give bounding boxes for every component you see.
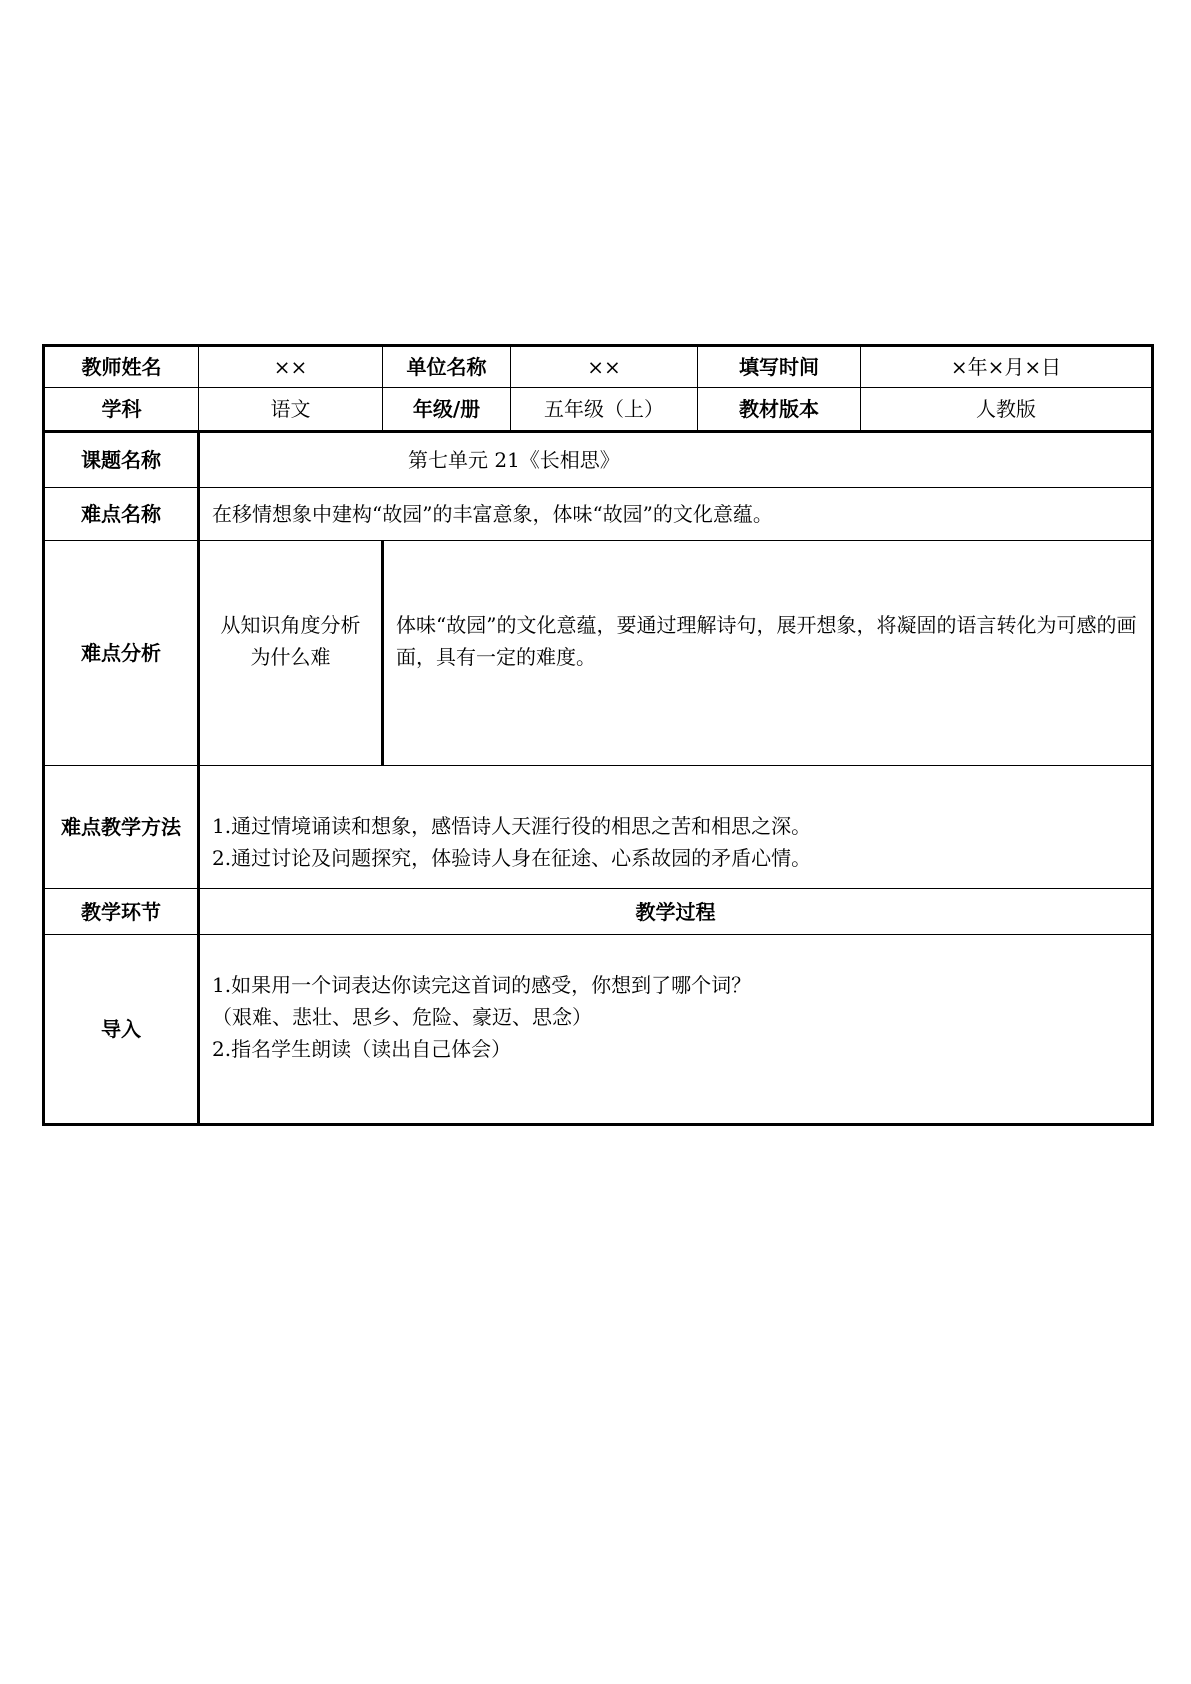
method-label: 难点教学方法	[44, 766, 199, 889]
edition-label: 教材版本	[698, 388, 861, 432]
method-text	[199, 766, 1153, 889]
info-table	[42, 344, 1154, 1126]
row-difficulty	[44, 488, 1153, 541]
intro-line-3: 2.指名学生朗读（读出自己体会）	[212, 1037, 512, 1061]
row-subject	[44, 388, 1153, 432]
intro-line-1: 1.如果用一个词表达你读完这首词的感受，你想到了哪个词？	[212, 973, 752, 997]
edition-value: 人教版	[861, 388, 1153, 432]
intro-line-2: （艰难、悲壮、思乡、危险、豪迈、思念）	[212, 1005, 592, 1029]
difficulty-label: 难点名称	[44, 488, 199, 541]
row-intro	[44, 935, 1153, 1125]
row-topic	[44, 432, 1153, 488]
fill-time-label: 填写时间	[698, 346, 861, 388]
teacher-name-label: 教师姓名	[44, 346, 199, 388]
row-analysis	[44, 541, 1153, 766]
grade-value: 五年级（上）	[511, 388, 698, 432]
teacher-name-value: ××	[199, 346, 383, 388]
intro-text	[199, 935, 1153, 1125]
process-stage-label: 教学环节	[44, 889, 199, 935]
analysis-label: 难点分析	[44, 541, 199, 766]
grade-label: 年级/册	[383, 388, 511, 432]
subject-label: 学科	[44, 388, 199, 432]
row-process-header	[44, 889, 1153, 935]
topic-value: 第七单元 21《长相思》	[199, 432, 1153, 488]
unit-name-value: ××	[511, 346, 698, 388]
process-header-value: 教学过程	[199, 889, 1153, 935]
row-teacher	[44, 346, 1153, 388]
intro-label: 导入	[44, 935, 199, 1125]
method-line-2: 2.通过讨论及问题探究，体验诗人身在征途、心系故园的矛盾心情。	[212, 846, 812, 870]
unit-name-label: 单位名称	[383, 346, 511, 388]
lesson-plan-table	[42, 344, 1151, 1126]
analysis-text: 体味“故园”的文化意蕴，要通过理解诗句，展开想象，将凝固的语言转化为可感的画面，具有一定的难度。	[383, 541, 1153, 766]
topic-label: 课题名称	[44, 432, 199, 488]
subject-value: 语文	[199, 388, 383, 432]
method-line-1: 1.通过情境诵读和想象，感悟诗人天涯行役的相思之苦和相思之深。	[212, 814, 812, 838]
row-method	[44, 766, 1153, 889]
analysis-sub-label: 从知识角度分析为什么难	[199, 541, 383, 766]
fill-time-value: ×年×月×日	[861, 346, 1153, 388]
difficulty-value: 在移情想象中建构“故园”的丰富意象，体味“故园”的文化意蕴。	[199, 488, 1153, 541]
